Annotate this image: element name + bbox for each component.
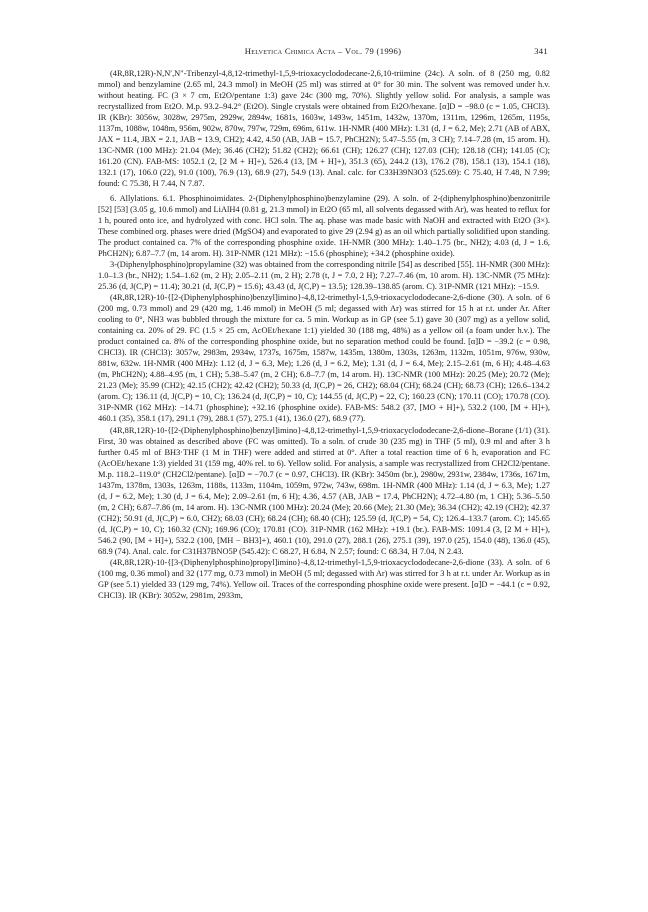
paragraph-compound-24c: (4R,8R,12R)-N,N′,N″-Tribenzyl-4,8,12-trimethyl-1,5,9-trioxacyclododecane-2,6,10-triimine (24c). A soln. of 8 (250 mg, 0.82 mmol) and benzylamine (2.65 ml, 24.3 mmol) in MeOH (25 ml) was stirred at 0° for 30 min. The solvent was removed under h.v. without heating. FC (3 × 7 cm, Et2O/pentane 1:3) gave 24c (300 mg, 70%). Slightly yellow solid. For analysis, a sample was recrystallized from Et2O. M.p. 93.2–94.2° (Et2O). Single crystals were obtained from Et2O/hexane. [α]D = −98.0 (c = 1.05, CHCl3). IR (KBr): 3056w, 3028w, 2975m, 2929w, 2894w, 1681s, 1603w, 1493w, 1451m, 1432w, 1370m, 1311m, 1296m, 1265m, 1195s, 1137m, 1088w, 1048m, 956m, 902w, 870w, 797w, 729m, 696m, 611w. 1H-NMR (400 MHz): 1.31 (d, J = 6.2, Me); 2.71 (AB of ABX, JAX = 11.4, JBX = 2.1, JAB = 13.9, CH2); 4.42, 4.50 (AB, JAB = 15.7, PhCH2N); 5.47–5.55 (m, 3 CH); 7.14–7.28 (m, 15 arom. H). 13C-NMR (100 MHz): 21.04 (Me); 36.46 (CH2); 51.82 (CH2); 66.61 (CH); 126.27 (CH); 127.03 (CH); 128.18 (CH); 141.05 (C); 161.20 (CN). FAB-MS: 1052.1 (2, [2 M + H]+), 526.4 (13, [M + H]+), 351.3 (65), 244.2 (13), 176.2 (78), 158.1 (13), 154.1 (18), 132.1 (17), 106.0 (22), 91.0 (100), 76.9 (13), 68.9 (27), 54.9 (13). Anal. calc. for C33H39N3O3 (525.69): C 75.40, H 7.48, N 7.99; found: C 75.38, H 7.44, N 7.87. — [98, 69, 550, 189]
paragraph-section-6-allylations: 6. Allylations. 6.1. Phosphinoimidates. 2-(Diphenylphosphino)benzylamine (29). A soln. of 2-(diphenylphosphino)benzonitrile [52] [53] (3.05 g, 10.6 mmol) and LiAlH4 (0.81 g, 21.3 mmol) in Et2O (65 ml, all solvents degassed with Ar), was heated to reflux for 1 h, poured onto ice, and hydrolyzed with conc. HCl soln. The aq. phase was made basic with NaOH and extracted with Et2O (3×). These combined org. phases were dried (MgSO4) and evaporated to give 29 (2.94 g) as an oil which partially solidified upon standing. The product contained ca. 7% of the corresponding phosphine oxide. 1H-NMR (300 MHz): 1.40–1.75 (br., NH2); 4.03 (d, J = 1.6, PhCH2N); 6.87–7.7 (m, 14 arom. H). 31P-NMR (121 MHz): −15.6 (phosphine); +34.2 (phosphine oxide). — [98, 193, 550, 258]
paragraph-compound-30: (4R,8R,12R)-10-{[2-(Diphenylphosphino)benzyl]imino}-4,8,12-trimethyl-1,5,9-trioxacyclododecane-2,6-dione (30). A soln. of 6 (200 mg, 0.73 mmol) and 29 (420 mg, 1.46 mmol) in MeOH (5 ml; degassed with Ar) was stirred for 15 h at r.t. under Ar. After cooling to 0°, NH3 was bubbled through the mixture for ca. 5 min. Workup as in GP (see 5.1) gave 30 (307 mg) as a yellow solid, containing ca. 20% of 29. FC (1.5 × 25 cm, AcOEt/hexane 1:1) yielded 30 (188 mg, 48%) as a yellow oil (a foam under h.v.). The product contained ca. 8% of the corresponding phosphine oxide, but no separation method could be found. [α]D = −39.2 (c = 0.98, CHCl3). IR (CHCl3): 3057w, 2983m, 2934w, 1737s, 1675m, 1587w, 1435m, 1380m, 1303s, 1263m, 1132m, 1051m, 976w, 930w, 881w, 632w. 1H-NMR (400 MHz): 1.12 (d, J = 6.3, Me); 1.26 (d, J = 6.2, Me); 1.31 (d, J = 6.4, Me); 2.15–2.61 (m, 6 H); 4.48–4.63 (m, PhCH2N); 4.88–4.95 (m, 1 CH); 5.38–5.47 (m, 2 CH); 6.8–7.7 (m, 14 arom. H). 13C-NMR (100 MHz): 20.25 (Me); 20.72 (Me); 21.23 (Me); 35.99 (CH2); 42.15 (CH2); 42.42 (CH2); 50.33 (d, J(C,P) = 26, CH2); 68.04 (CH); 68.24 (CH); 68.73 (CH); 126.6–134.2 (arom. C); 136.11 (d, J(C,P) = 10, C); 136.24 (d, J(C,P) = 10, C); 144.55 (d, J(C,P) = 22, C); 160.23 (CN); 170.11 (CO); 170.78 (CO). 31P-NMR (162 MHz): −14.71 (phosphine); +32.16 (phosphine oxide). FAB-MS: 548.2 (37, [MO + H]+), 532.2 (100, [M + H]+), 460.1 (35), 358.1 (17), 291.1 (79), 288.1 (57), 275.1 (41), 136.0 (27), 68.9 (77). — [98, 292, 550, 424]
paragraph-compound-33: (4R,8R,12R)-10-{[3-(Diphenylphosphino)propyl]imino}-4,8,12-trimethyl-1,5,9-trioxacyclododecane-2,6-dione (33). A soln. of 6 (100 mg, 0.36 mmol) and 32 (177 mg, 0.73 mmol) in MeOH (5 ml; degassed with Ar) was stirred for 3 h at r.t. under Ar. Workup as in GP (see 5.1) yielded 33 (129 mg, 74%). Yellow oil. Traces of the corresponding phosphine oxide were present. [α]D = −44.1 (c = 0.92, CHCl3). IR (KBr): 3052w, 2981m, 2933m, — [98, 558, 550, 601]
paragraph-compound-32: 3-(Diphenylphosphino)propylamine (32) was obtained from the corresponding nitrile [54] as described [55]. 1H-NMR (300 MHz): 1.0–1.3 (br., NH2); 1.54–1.62 (m, 2 H); 2.05–2.11 (m, 2 H); 2.78 (t, J = 7.0, 2 H); 7.27–7.46 (m, 10 arom. H). 13C-NMR (75 MHz): 25.36 (d, J(C,P) = 11.4); 30.21 (d, J(C,P) = 15.6); 43.43 (d, J(C,P) = 13.5); 128.39–138.85 (arom. C). 31P-NMR (121 MHz): −15.9. — [98, 259, 550, 291]
page-number: 341 — [534, 46, 548, 56]
paragraph-compound-31: (4R,8R,12R)-10-{[2-(Diphenylphosphino)benzyl]imino}-4,8,12-trimethyl-1,5,9-trioxacyclododecane-2,6-dione–Borane (1/1) (31). First, 30 was obtained as described above (FC was omitted). To a soln. of crude 30 (235 mg) in THF (5 ml), 0.9 ml and after 3 h further 0.45 ml of BH3·THF (1 M in THF) were added and stirred at 0°. After a total reaction time of 6 h, evaporation and FC (AcOEt/hexane 1:3) yielded 31 (159 mg, 40% rel. to 6). Yellow solid. For analysis, a sample was recrystallized from CH2Cl2/pentane. M.p. 118.2–119.0° (CH2Cl2/pentane). [α]D = −70.7 (c = 0.97, CHCl3). IR (KBr): 3450m (br.), 2980w, 2931w, 2384w, 1736s, 1671m, 1437m, 1378m, 1303s, 1263m, 1188s, 1133m, 1104m, 1059m, 972w, 743w, 698m. 1H-NMR (400 MHz): 1.14 (d, J = 6.3, Me); 1.27 (d, J = 6.2, Me); 1.30 (d, J = 6.4, Me); 2.09–2.61 (m, 6 H); 4.36, 4.57 (AB, JAB = 17.4, PhCH2N); 4.72–4.80 (m, 1 CH); 5.36–5.50 (m, 2 CH); 6.87–7.86 (m, 14 arom. H). 13C-NMR (100 MHz): 20.24 (Me); 20.66 (Me); 21.30 (Me); 36.34 (CH2); 42.19 (CH2); 42.37 (CH2); 50.91 (d, J(C,P) = 6.0, CH2); 68.03 (CH); 68.24 (CH); 68.40 (CH); 125.59 (d, J(C,P) = 54, C); 126.4–133.7 (arom. C); 145.65 (d, J(C,P) = 10, C); 160.32 (CN); 169.96 (CO); 170.81 (CO). 31P-NMR (162 MHz): +19.1 (br.). FAB-MS: 1091.4 (3, [2 M + H]+), 546.2 (90, [M + H]+), 532.2 (100, [MH − BH3]+), 460.1 (10), 291.0 (27), 288.1 (26), 275.1 (39), 197.0 (25), 154.0 (48), 136.0 (45), 68.9 (74). Anal. calc. for C31H37BNO5P (545.42): C 68.27, H 6.84, N 2.57; found: C 68.34, H 7.04, N 2.43. — [98, 425, 550, 557]
journal-title: Helvetica Chimica Acta – Vol. 79 (1996) — [244, 46, 402, 56]
article-body — [98, 68, 550, 601]
running-header — [98, 46, 548, 60]
